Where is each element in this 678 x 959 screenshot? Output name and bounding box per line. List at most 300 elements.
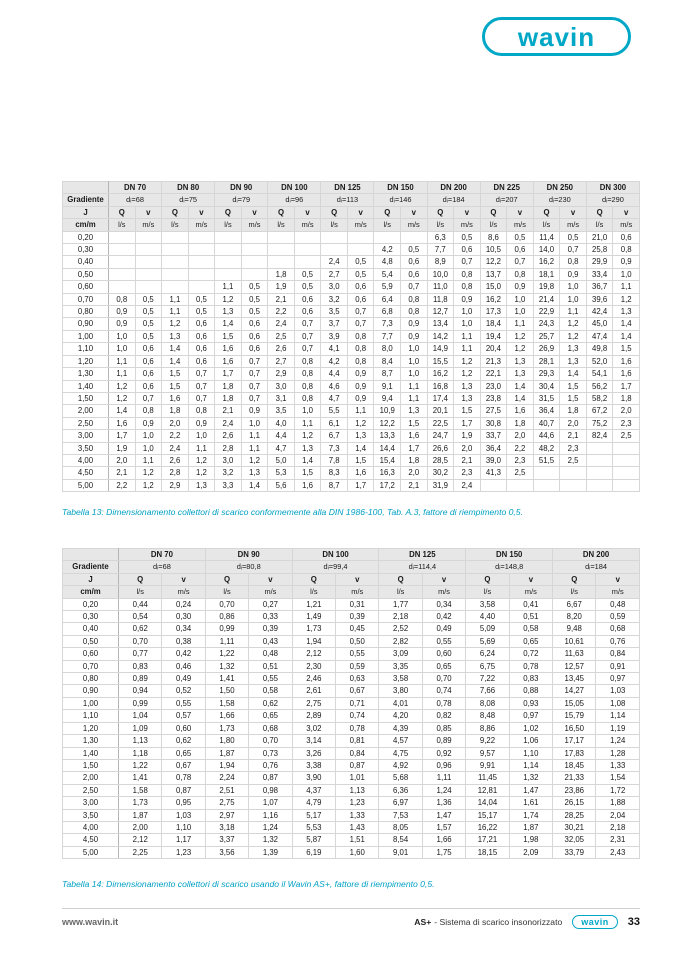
footer-website-link[interactable]: www.wavin.it <box>62 917 119 927</box>
table-cell: 4,39 <box>379 722 422 734</box>
table-cell: 0,42 <box>162 648 205 660</box>
table-cell: 0,83 <box>119 660 162 672</box>
table-cell: 1,1 <box>294 417 321 429</box>
table-cell: 0,7 <box>188 368 215 380</box>
table-cell: 1,0 <box>188 430 215 442</box>
velocity-v-header: v <box>249 573 292 585</box>
table-cell: 0,38 <box>162 635 205 647</box>
table-cell <box>294 244 321 256</box>
table-cell: 0,84 <box>336 747 379 759</box>
table-cell: 26,9 <box>533 343 560 355</box>
table-cell <box>533 479 560 491</box>
table-cell: 0,42 <box>422 611 465 623</box>
table-cell <box>347 244 374 256</box>
table-cell: 0,88 <box>509 685 552 697</box>
velocity-v-header: v <box>401 206 428 218</box>
table-cell: 17,21 <box>466 834 509 846</box>
table-row <box>63 330 640 342</box>
table-cell: 8,20 <box>553 611 596 623</box>
page-number: 33 <box>627 916 640 928</box>
table-row <box>63 318 640 330</box>
gradient-value: 0,50 <box>63 268 109 280</box>
table-cell: 13,3 <box>374 430 401 442</box>
table-cell: 2,89 <box>292 710 335 722</box>
table-cell: 14,4 <box>374 442 401 454</box>
inner-diameter-header: dᵢ=290 <box>586 194 639 206</box>
flow-q-header: Q <box>480 206 507 218</box>
table-cell <box>135 256 162 268</box>
dn-header: DN 200 <box>427 182 480 194</box>
table-cell: 3,90 <box>292 772 335 784</box>
table-cell: 0,87 <box>162 784 205 796</box>
table-cell: 23,86 <box>553 784 596 796</box>
table-cell: 2,3 <box>613 417 640 429</box>
table-cell: 1,3 <box>401 405 428 417</box>
table-cell: 1,2 <box>294 430 321 442</box>
table-cell: 1,5 <box>162 368 189 380</box>
header-row-units <box>63 219 640 231</box>
table-cell <box>586 467 613 479</box>
inner-diameter-header: dᵢ=207 <box>480 194 533 206</box>
table-cell: 0,65 <box>509 635 552 647</box>
inner-diameter-header: dᵢ=230 <box>533 194 586 206</box>
table-cell: 1,5 <box>215 330 242 342</box>
table-cell: 0,7 <box>294 330 321 342</box>
table-cell: 1,80 <box>205 735 248 747</box>
gradient-value: 5,00 <box>63 846 119 858</box>
table-cell: 30,2 <box>427 467 454 479</box>
table-cell: 8,48 <box>466 710 509 722</box>
table-cell: 3,02 <box>292 722 335 734</box>
table-cell: 1,2 <box>454 368 481 380</box>
table-cell: 2,3 <box>507 454 534 466</box>
table-cell: 0,41 <box>509 598 552 610</box>
table-cell: 0,70 <box>422 673 465 685</box>
gradient-value: 1,00 <box>63 330 109 342</box>
table-cell: 5,0 <box>268 454 295 466</box>
table-cell: 27,5 <box>480 405 507 417</box>
table-cell: 3,3 <box>215 479 242 491</box>
velocity-unit: m/s <box>401 219 428 231</box>
table-cell: 8,6 <box>480 231 507 243</box>
gradient-value: 1,00 <box>63 697 119 709</box>
table-cell: 23,0 <box>480 380 507 392</box>
table-cell: 13,45 <box>553 673 596 685</box>
table-cell: 6,19 <box>292 846 335 858</box>
velocity-v-header: v <box>507 206 534 218</box>
table-cell: 0,60 <box>422 648 465 660</box>
table-cell: 8,3 <box>321 467 348 479</box>
inner-diameter-header: dᵢ=75 <box>162 194 215 206</box>
gradient-value: 0,80 <box>63 673 119 685</box>
inner-diameter-header: dᵢ=96 <box>268 194 321 206</box>
table-cell: 29,3 <box>533 368 560 380</box>
table-cell: 1,7 <box>454 417 481 429</box>
table-row <box>63 697 640 709</box>
footer-right-group <box>414 915 640 929</box>
table-cell: 0,5 <box>347 268 374 280</box>
table-cell: 44,6 <box>533 430 560 442</box>
inner-diameter-header: dᵢ=80,8 <box>205 561 292 573</box>
table-cell: 17,83 <box>553 747 596 759</box>
table-cell: 0,5 <box>294 268 321 280</box>
table-cell: 12,81 <box>466 784 509 796</box>
table-cell <box>613 467 640 479</box>
footer-product-name: AS+ <box>414 917 432 927</box>
table-cell: 22,1 <box>480 368 507 380</box>
table-cell: 1,2 <box>507 330 534 342</box>
table-cell: 4,75 <box>379 747 422 759</box>
table-cell: 1,11 <box>422 772 465 784</box>
table-cell: 0,98 <box>249 784 292 796</box>
table-cell: 19,4 <box>480 330 507 342</box>
dn-header: DN 125 <box>321 182 374 194</box>
table-cell: 0,9 <box>347 380 374 392</box>
table-cell: 15,0 <box>480 281 507 293</box>
table-cell: 1,08 <box>596 697 640 709</box>
table-cell: 10,61 <box>553 635 596 647</box>
table-cell: 1,1 <box>215 281 242 293</box>
dn-header: DN 300 <box>586 182 639 194</box>
table-row <box>63 293 640 305</box>
gradient-value: 1,50 <box>63 759 119 771</box>
table-cell: 12,7 <box>427 306 454 318</box>
gradient-value: 1,40 <box>63 380 109 392</box>
dn-header: DN 150 <box>466 549 553 561</box>
table-cell: 1,6 <box>613 355 640 367</box>
table-cell: 9,48 <box>553 623 596 635</box>
table-cell: 1,4 <box>507 380 534 392</box>
table-cell: 0,6 <box>188 355 215 367</box>
table-cell: 1,8 <box>560 405 587 417</box>
dn-header: DN 225 <box>480 182 533 194</box>
table-cell: 0,59 <box>336 660 379 672</box>
flow-unit: l/s <box>374 219 401 231</box>
table-cell: 1,5 <box>294 467 321 479</box>
table-cell: 1,3 <box>560 343 587 355</box>
table-cell: 0,6 <box>294 293 321 305</box>
table-cell: 0,34 <box>422 598 465 610</box>
table-cell: 1,1 <box>135 454 162 466</box>
table-cell <box>613 442 640 454</box>
table-cell: 2,31 <box>596 834 640 846</box>
table-13-caption: Tabella 13: Dimensionamento collettori di scarico conformemente alla DIN 1986-100, Tab. A.3, fattore di riempimento 0,5. <box>62 507 523 517</box>
table-cell: 2,0 <box>401 467 428 479</box>
table-cell <box>135 231 162 243</box>
table-cell: 0,6 <box>613 231 640 243</box>
velocity-v-header: v <box>422 573 465 585</box>
table-cell: 2,2 <box>109 479 136 491</box>
gradient-value: 0,40 <box>63 256 109 268</box>
table-cell: 17,17 <box>553 735 596 747</box>
gradient-value: 0,40 <box>63 623 119 635</box>
table-cell: 1,13 <box>336 784 379 796</box>
table-cell: 3,09 <box>379 648 422 660</box>
gradient-symbol: J <box>63 206 109 218</box>
table-cell <box>613 479 640 491</box>
table-cell: 9,4 <box>374 392 401 404</box>
table-cell <box>109 231 136 243</box>
velocity-unit: m/s <box>509 586 552 598</box>
gradient-unit: cm/m <box>63 586 119 598</box>
table-cell: 1,1 <box>162 306 189 318</box>
table-cell: 1,2 <box>613 293 640 305</box>
table-cell: 31,5 <box>533 392 560 404</box>
velocity-unit: m/s <box>596 586 640 598</box>
table-cell: 2,3 <box>454 467 481 479</box>
table-cell: 0,9 <box>135 417 162 429</box>
table-cell: 1,8 <box>401 454 428 466</box>
table-cell: 0,78 <box>422 697 465 709</box>
table-cell: 1,50 <box>205 685 248 697</box>
table-cell: 0,85 <box>422 722 465 734</box>
table-cell: 1,0 <box>401 355 428 367</box>
table-cell: 1,57 <box>422 821 465 833</box>
gradient-value: 3,50 <box>63 442 109 454</box>
table-cell: 0,6 <box>347 293 374 305</box>
table-cell <box>215 256 242 268</box>
table-cell: 0,51 <box>509 611 552 623</box>
table-cell: 75,2 <box>586 417 613 429</box>
table-cell: 1,2 <box>188 467 215 479</box>
table-cell <box>215 244 242 256</box>
table-cell: 1,2 <box>454 355 481 367</box>
table-cell: 1,4 <box>215 318 242 330</box>
table-cell: 1,18 <box>119 747 162 759</box>
gradient-value: 1,20 <box>63 355 109 367</box>
gradient-value: 2,50 <box>63 417 109 429</box>
table-cell: 24,3 <box>533 318 560 330</box>
table-cell: 1,7 <box>215 368 242 380</box>
table-cell: 18,1 <box>533 268 560 280</box>
table-cell: 0,60 <box>162 722 205 734</box>
table-cell <box>586 479 613 491</box>
table-cell: 3,80 <box>379 685 422 697</box>
table-cell: 2,5 <box>613 430 640 442</box>
table-cell: 0,9 <box>560 268 587 280</box>
table-cell: 1,74 <box>509 809 552 821</box>
table-14-header <box>63 549 640 599</box>
table-cell: 0,9 <box>347 392 374 404</box>
table-cell: 0,99 <box>205 623 248 635</box>
gradient-value: 0,30 <box>63 611 119 623</box>
table-cell: 15,5 <box>427 355 454 367</box>
table-cell: 1,1 <box>454 343 481 355</box>
table-cell: 10,0 <box>427 268 454 280</box>
table-cell: 58,2 <box>586 392 613 404</box>
table-cell: 5,4 <box>374 268 401 280</box>
flow-q-header: Q <box>268 206 295 218</box>
table-cell: 1,16 <box>249 809 292 821</box>
table-cell: 3,0 <box>268 380 295 392</box>
table-cell: 1,87 <box>205 747 248 759</box>
table-cell: 2,24 <box>205 772 248 784</box>
table-cell: 1,51 <box>336 834 379 846</box>
table-row <box>63 673 640 685</box>
table-cell: 3,56 <box>205 846 248 858</box>
table-cell: 0,6 <box>188 330 215 342</box>
table-cell: 9,57 <box>466 747 509 759</box>
table-cell: 33,79 <box>553 846 596 858</box>
table-cell: 1,1 <box>401 392 428 404</box>
table-cell: 4,7 <box>321 392 348 404</box>
table-cell: 1,3 <box>454 380 481 392</box>
table-cell: 11,8 <box>427 293 454 305</box>
table-cell: 18,15 <box>466 846 509 858</box>
table-cell: 1,5 <box>613 343 640 355</box>
flow-unit: l/s <box>480 219 507 231</box>
velocity-v-header: v <box>454 206 481 218</box>
table-cell: 0,5 <box>241 293 268 305</box>
table-cell: 20,1 <box>427 405 454 417</box>
table-cell: 3,38 <box>292 759 335 771</box>
table-cell: 0,9 <box>401 330 428 342</box>
velocity-unit: m/s <box>135 219 162 231</box>
table-cell: 1,6 <box>162 392 189 404</box>
table-cell: 15,05 <box>553 697 596 709</box>
table-cell: 0,9 <box>188 417 215 429</box>
table-cell: 1,6 <box>507 405 534 417</box>
table-13-header <box>63 182 640 232</box>
table-cell: 16,2 <box>427 368 454 380</box>
table-cell: 1,24 <box>249 821 292 833</box>
table-cell: 2,12 <box>119 834 162 846</box>
table-cell: 1,32 <box>205 660 248 672</box>
table-cell: 39,0 <box>480 454 507 466</box>
table-cell: 4,4 <box>321 368 348 380</box>
table-cell: 23,8 <box>480 392 507 404</box>
table-cell: 0,9 <box>401 318 428 330</box>
table-cell: 1,87 <box>119 809 162 821</box>
table-cell: 2,1 <box>401 479 428 491</box>
table-cell: 1,2 <box>560 330 587 342</box>
table-cell <box>241 268 268 280</box>
table-row <box>63 442 640 454</box>
table-cell: 2,09 <box>509 846 552 858</box>
table-cell <box>162 281 189 293</box>
table-cell: 1,9 <box>454 430 481 442</box>
footer <box>62 915 640 929</box>
table-cell: 0,95 <box>162 797 205 809</box>
table-cell <box>109 281 136 293</box>
table-cell: 0,8 <box>401 293 428 305</box>
gradient-value: 1,20 <box>63 722 119 734</box>
table-cell: 0,8 <box>109 293 136 305</box>
table-cell: 6,3 <box>427 231 454 243</box>
table-cell: 2,4 <box>215 417 242 429</box>
table-cell: 1,2 <box>188 454 215 466</box>
table-cell: 13,7 <box>480 268 507 280</box>
table-cell: 6,97 <box>379 797 422 809</box>
gradient-value: 0,90 <box>63 318 109 330</box>
table-cell: 3,5 <box>268 405 295 417</box>
gradient-value: 0,80 <box>63 306 109 318</box>
table-cell: 7,3 <box>374 318 401 330</box>
table-row <box>63 256 640 268</box>
table-cell: 4,2 <box>374 244 401 256</box>
dn-header: DN 100 <box>292 549 379 561</box>
flow-unit: l/s <box>321 219 348 231</box>
gradient-value: 2,50 <box>63 784 119 796</box>
table-cell: 1,1 <box>109 368 136 380</box>
table-cell: 1,6 <box>215 355 242 367</box>
table-cell: 0,7 <box>347 318 374 330</box>
inner-diameter-header: dᵢ=79 <box>215 194 268 206</box>
flow-q-header: Q <box>553 573 596 585</box>
table-cell: 1,5 <box>560 392 587 404</box>
table-cell: 3,14 <box>292 735 335 747</box>
table-cell: 0,70 <box>205 598 248 610</box>
table-cell: 0,46 <box>162 660 205 672</box>
table-cell: 4,7 <box>268 442 295 454</box>
table-cell: 0,5 <box>560 231 587 243</box>
table-cell: 13,4 <box>427 318 454 330</box>
table-cell: 1,5 <box>347 454 374 466</box>
header-row-qv <box>63 206 640 218</box>
table-cell: 1,4 <box>294 454 321 466</box>
table-cell: 1,1 <box>613 281 640 293</box>
footer-divider <box>62 908 640 909</box>
table-cell: 0,82 <box>422 710 465 722</box>
table-cell: 6,24 <box>466 648 509 660</box>
table-cell: 2,1 <box>268 293 295 305</box>
velocity-unit: m/s <box>507 219 534 231</box>
table-cell: 1,7 <box>109 430 136 442</box>
table-cell: 5,6 <box>268 479 295 491</box>
table-14-caption: Tabella 14: Dimensionamento collettori di scarico usando il Wavin AS+, fattore di riempimento 0,5. <box>62 879 435 889</box>
table-row <box>63 380 640 392</box>
table-cell: 15,79 <box>553 710 596 722</box>
table-cell: 2,6 <box>268 343 295 355</box>
table-cell: 2,18 <box>596 821 640 833</box>
table-cell: 1,75 <box>422 846 465 858</box>
velocity-v-header: v <box>613 206 640 218</box>
table-cell: 0,5 <box>135 293 162 305</box>
table-cell: 0,6 <box>135 380 162 392</box>
table-cell: 0,92 <box>422 747 465 759</box>
table-cell <box>215 231 242 243</box>
gradient-title: Gradiente <box>63 561 119 573</box>
table-cell: 0,70 <box>119 635 162 647</box>
table-cell: 0,6 <box>135 355 162 367</box>
table-cell: 4,37 <box>292 784 335 796</box>
table-cell <box>162 256 189 268</box>
table-cell: 3,18 <box>205 821 248 833</box>
flow-unit: l/s <box>533 219 560 231</box>
table-cell: 0,9 <box>507 281 534 293</box>
table-cell: 1,6 <box>109 417 136 429</box>
table-cell: 1,19 <box>596 722 640 734</box>
table-cell: 0,9 <box>109 318 136 330</box>
table-cell: 1,11 <box>205 635 248 647</box>
table-cell <box>135 281 162 293</box>
table-row <box>63 797 640 809</box>
table-cell: 3,1 <box>268 392 295 404</box>
table-cell: 0,65 <box>162 747 205 759</box>
gradient-value: 0,60 <box>63 281 109 293</box>
table-cell: 1,72 <box>596 784 640 796</box>
table-cell: 6,7 <box>321 430 348 442</box>
table-cell: 2,8 <box>215 442 242 454</box>
table-cell: 0,43 <box>249 635 292 647</box>
table-cell: 3,2 <box>215 467 242 479</box>
table-cell: 0,7 <box>241 380 268 392</box>
table-cell: 1,3 <box>507 368 534 380</box>
table-cell: 5,5 <box>321 405 348 417</box>
table-cell: 1,06 <box>509 735 552 747</box>
table-cell <box>162 231 189 243</box>
inner-diameter-header: dᵢ=146 <box>374 194 427 206</box>
